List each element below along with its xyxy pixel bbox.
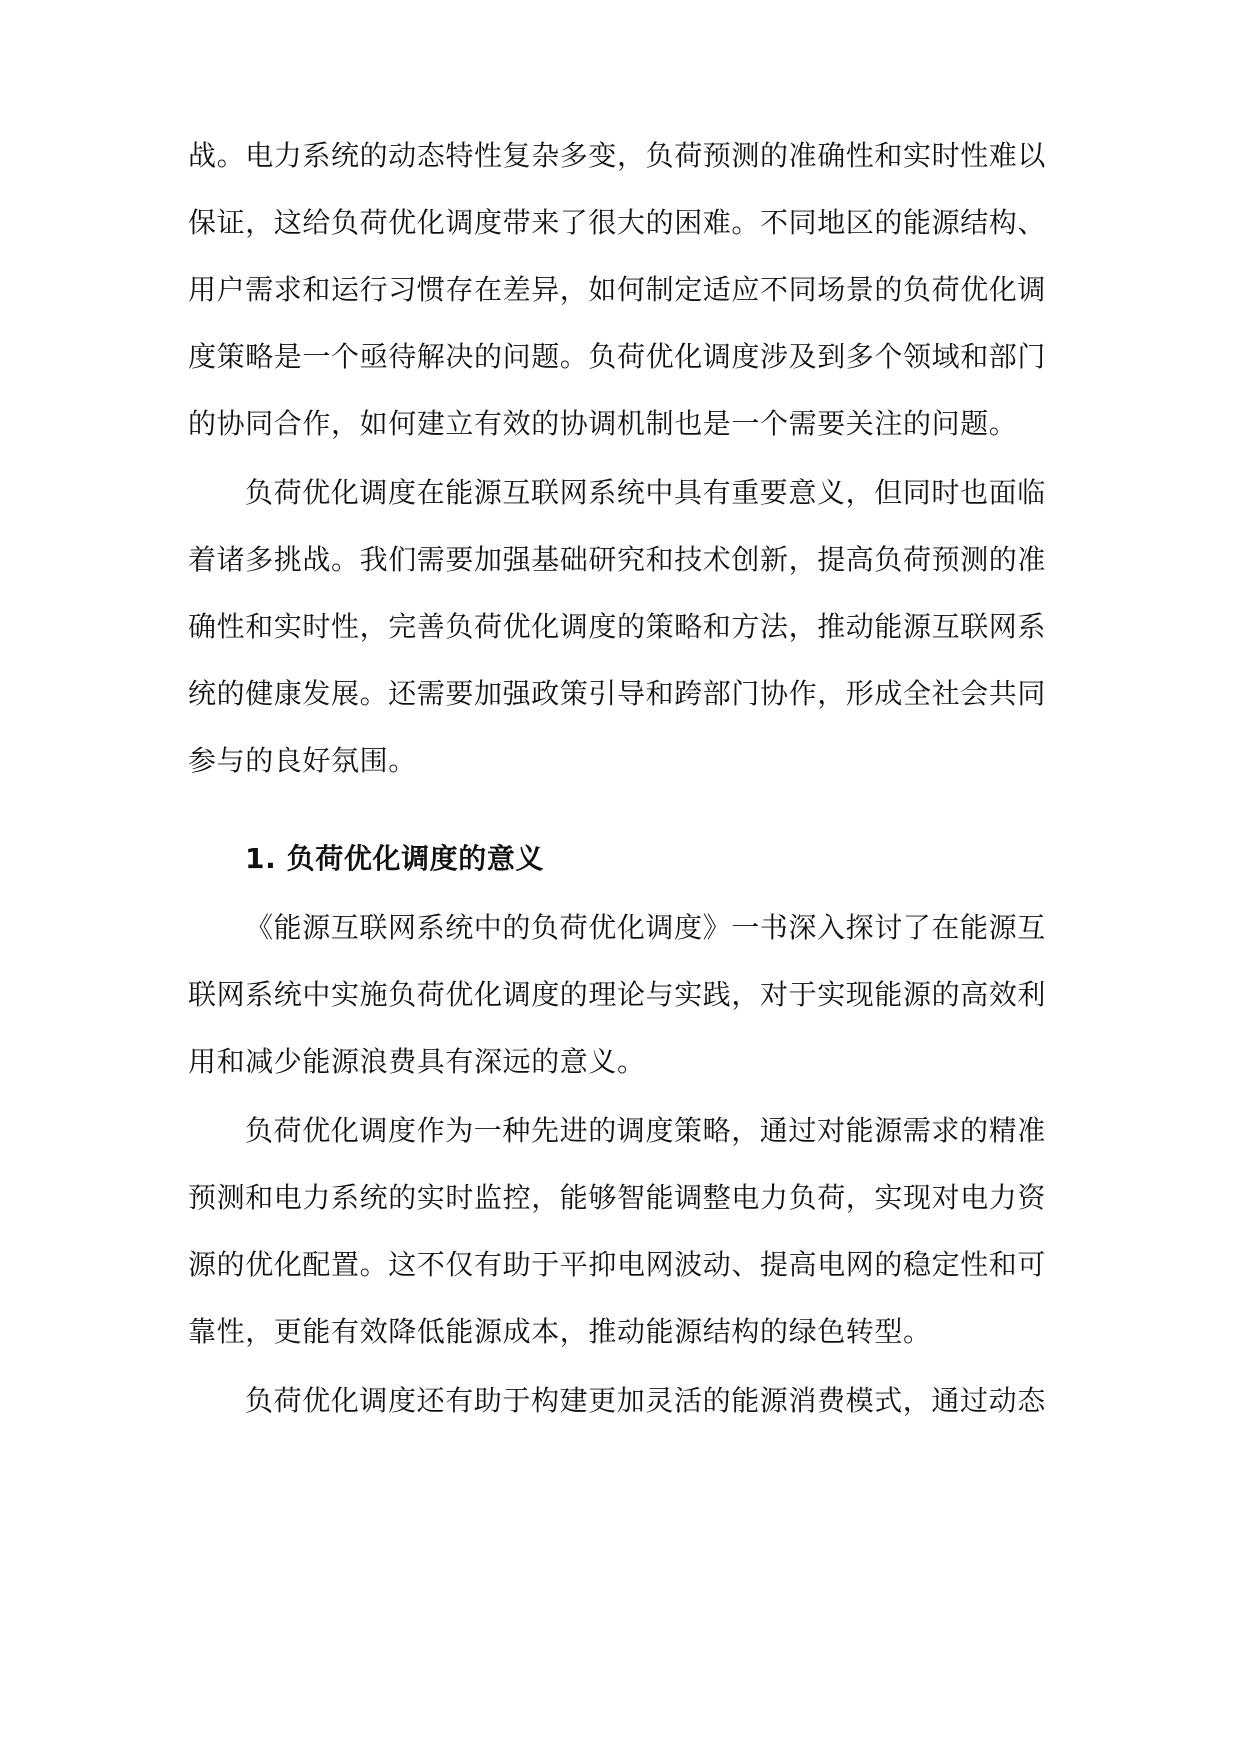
section-paragraph-1-line-1: 《能源互联网系统中的负荷优化调度》一书深入探讨了在能源互 <box>245 911 1046 944</box>
section-paragraph-1-line-2: 联网系统中实施负荷优化调度的理论与实践，对于实现能源的高效利 <box>188 978 1047 1011</box>
paragraph-1-line-2: 保证，这给负荷优化调度带来了很大的困难。不同地区的能源结构、 <box>188 206 1047 239</box>
section-paragraph-2-line-1: 负荷优化调度作为一种先进的调度策略，通过对能源需求的精准 <box>245 1114 1046 1147</box>
paragraph-2-line-1: 负荷优化调度在能源互联网系统中具有重要意义，但同时也面临 <box>245 476 1046 509</box>
section-paragraph-2-line-2: 预测和电力系统的实时监控，能够智能调整电力负荷，实现对电力资 <box>188 1181 1047 1214</box>
paragraph-1-line-1: 战。电力系统的动态特性复杂多变，负荷预测的准确性和实时性难以 <box>188 139 1047 172</box>
section-paragraph-2-line-3: 源的优化配置。这不仅有助于平抑电网波动、提高电网的稳定性和可 <box>188 1248 1047 1281</box>
section-heading: 1. 负荷优化调度的意义 <box>245 842 545 875</box>
paragraph-2-line-5: 参与的良好氛围。 <box>188 744 417 777</box>
section-paragraph-1-line-3: 用和减少能源浪费具有深远的意义。 <box>188 1045 646 1078</box>
section-paragraph-2-line-4: 靠性，更能有效降低能源成本，推动能源结构的绿色转型。 <box>188 1315 932 1348</box>
paragraph-1-line-3: 用户需求和运行习惯存在差异，如何制定适应不同场景的负荷优化调 <box>188 273 1047 306</box>
paragraph-2-line-3: 确性和实时性，完善负荷优化调度的策略和方法，推动能源互联网系 <box>188 610 1047 643</box>
paragraph-1-line-5: 的协同合作，如何建立有效的协调机制也是一个需要关注的问题。 <box>188 407 1018 440</box>
section-paragraph-3-line-1: 负荷优化调度还有助于构建更加灵活的能源消费模式，通过动态 <box>245 1384 1046 1417</box>
paragraph-2-line-2: 着诸多挑战。我们需要加强基础研究和技术创新，提高负荷预测的准 <box>188 543 1047 576</box>
paragraph-2-line-4: 统的健康发展。还需要加强政策引导和跨部门协作，形成全社会共同 <box>188 677 1047 710</box>
paragraph-1-line-4: 度策略是一个亟待解决的问题。负荷优化调度涉及到多个领域和部门 <box>188 340 1047 373</box>
